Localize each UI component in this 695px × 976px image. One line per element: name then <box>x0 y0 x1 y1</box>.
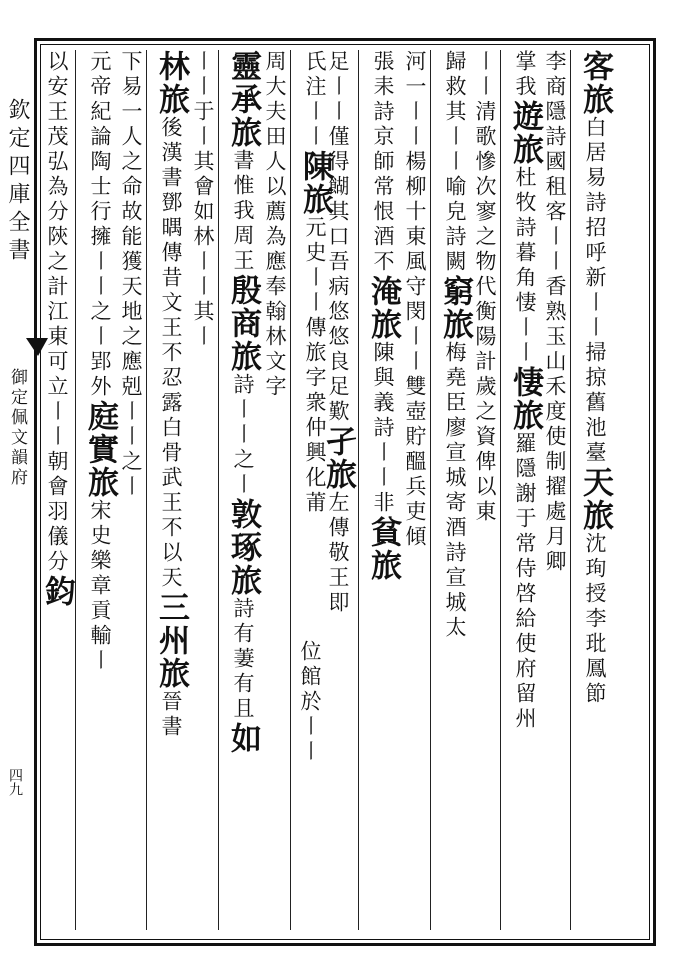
entry-headword: 如 <box>225 722 261 755</box>
entry-headword: 鈞 <box>39 575 75 608</box>
entry-text: 詩〡〡之〡 <box>231 373 255 498</box>
entry-text: 李商隱詩國租客〡〡香熟玉山禾 <box>543 50 567 400</box>
text-column <box>218 50 261 930</box>
entry-headword: 天旅 <box>577 466 613 532</box>
entry-text: 元史〡〡傳旅字衆仲興化莆 <box>303 216 327 516</box>
text-column <box>395 50 425 930</box>
entry-text: 張耒詩京師常恨酒不 <box>371 50 395 275</box>
entry-text: 足〡〡僅得餬其口 <box>326 50 350 250</box>
entry-text: 之物代衡陽計歲之資俾以東 <box>473 225 497 525</box>
entry-text: 周大夫 <box>263 50 287 125</box>
entry-text: 白居易詩招呼新〡〡掃掠舊池臺 <box>583 116 607 466</box>
entry-text: 杜牧詩暮角悽〡〡 <box>513 166 537 366</box>
entry-headword: 遊旅 <box>507 100 543 166</box>
entry-headword: 客旅 <box>577 50 613 116</box>
text-column <box>183 50 213 930</box>
entry-text: 左傳敬王即 <box>326 491 350 616</box>
entry-text: 其會如林 <box>191 150 215 250</box>
entry-text: 下易一人之命故能獲天地之應剋〡〡之〡 <box>119 50 143 500</box>
entry-text: 氏注〡〡 <box>303 50 327 150</box>
entry-text: 〡〡于〡 <box>191 50 215 150</box>
entry-text: 度使制擢處月卿 <box>543 400 567 575</box>
entry-text: 位館於〡〡 <box>298 640 322 765</box>
entry-text: 晉書 <box>159 690 183 740</box>
entry-text: 吾病悠悠良足歎 <box>326 250 350 425</box>
entry-headword: 殷商旅 <box>225 274 261 373</box>
entry-text: 以安王茂弘為分陝之計江東可立 <box>45 50 69 400</box>
text-column <box>75 50 118 930</box>
entry-text: 歸救其〡〡喻皃詩闕 <box>443 50 467 275</box>
text-column <box>255 50 285 930</box>
text-column <box>500 50 543 930</box>
entry-headword: 林旅 <box>153 50 189 116</box>
entry-headword: 靈承旅 <box>225 50 261 149</box>
entry-text: 掌我 <box>513 50 537 100</box>
page-number: 四九 <box>7 768 23 796</box>
entry-text: 〡〡其〡 <box>191 250 215 350</box>
entry-text: 〡〡清歌慘次寥 <box>473 50 497 225</box>
text-column <box>358 50 401 930</box>
entry-text: 陳與義詩〡〡非 <box>371 341 395 516</box>
entry-text: 書惟我周王 <box>231 149 255 274</box>
entry-text: 〡〡朝會羽儀分 <box>45 400 69 575</box>
entry-headword: 貧旅 <box>365 516 401 582</box>
page-margin <box>0 38 34 946</box>
entry-headword: 孑旅 <box>320 425 356 491</box>
entry-text: 田人以薦為應奉翰林文字 <box>263 125 287 400</box>
entry-text: 元帝紀論陶士行擁〡〡之〡郢外 <box>88 50 112 400</box>
entry-text: 守閔〡〡雙壺貯醞兵吏傾 <box>403 275 427 550</box>
text-column <box>39 50 75 930</box>
entry-headword: 悽旅 <box>507 366 543 432</box>
book-title: 欽定四庫全書 <box>5 98 30 266</box>
entry-text: 詩有萋有且 <box>231 597 255 722</box>
entry-text: 梅堯臣廖宣城寄酒詩宣城太 <box>443 341 467 641</box>
chapter-title: 御定佩文韻府 <box>7 368 27 488</box>
entry-text: 沈珣授李玭鳳節 <box>583 532 607 707</box>
entry-text: 河一〡〡楊柳十東風 <box>403 50 427 275</box>
text-column <box>290 50 333 930</box>
entry-text: 羅隱謝于常侍啓給使府留州 <box>513 432 537 732</box>
entry-headword: 窮旅 <box>437 275 473 341</box>
text-column <box>146 50 189 930</box>
entry-headword: 三州旅 <box>153 591 189 690</box>
entry-headword: 庭實旅 <box>82 400 118 499</box>
entry-headword: 敦琢旅 <box>225 498 261 597</box>
entry-text: 宋史樂章貢輸〡 <box>88 499 112 674</box>
entry-headword: 淹旅 <box>365 275 401 341</box>
entry-text: 後漢書鄧㬂傳昔文王不忍露白骨武王不以天 <box>159 116 183 591</box>
entry-headword: 陳旅 <box>297 150 333 216</box>
text-column <box>570 50 613 930</box>
text-column <box>430 50 473 930</box>
